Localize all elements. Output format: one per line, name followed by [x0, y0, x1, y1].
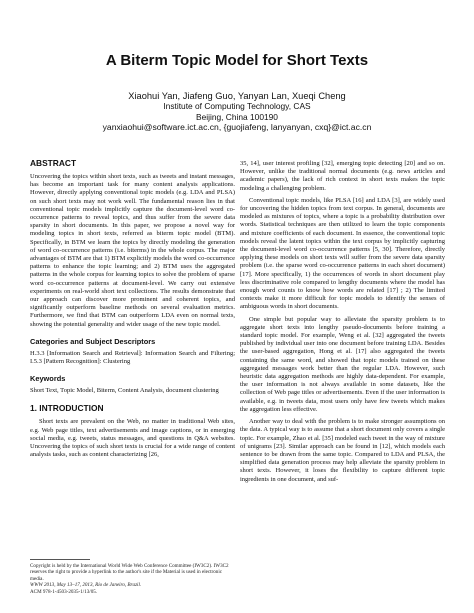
author-names: Xiaohui Yan, Jiafeng Guo, Yanyan Lan, Xueqi Cheng: [128, 91, 346, 101]
right-paragraph-2: Conventional topic models, like PLSA [16] and LDA [3], are widely used for uncovering the hidden topics from text corpus. In general, documents are modeled as mixtures of topics, where a topic is a probability distribution over words. Statistical techniques are then utilized to learn the topic components and mixture coefficients of each document. In essence, the conventional topic models reveal the latent topics within the text corpus by implicitly capturing the document-level word co-occurrence patterns [5, 30]. Therefore, directly applying these models on short texts will suffer from the severe data sparsity problem (i.e. the sparse word co-occurrence patterns in each short document) [17]. More specifically, 1) the occurrences of words in short document play less discriminative role compared to lengthy documents where the model has enough word counts to know how words are related [17] ; 2) The limited contexts make it more difficult for topic models to identify the senses of ambiguous words in short documents.: [240, 196, 445, 311]
categories-heading: Categories and Subject Descriptors: [30, 336, 156, 346]
abstract-heading: ABSTRACT: [30, 158, 77, 168]
right-column: [240, 160, 445, 484]
right-paragraph-3: One simple but popular way to alleviate the sparsity problem is to aggregate short texts into lengthy pseudo-documents before training a standard topic model. For example, Weng et al. [32] aggregated the tweets published by individual user into one document before training LDA. Besides the user-based aggregation, Hong et al. [17] also aggregated the tweets containing the same word, and showed that topic models trained on these aggregated messages work better than the regular LDA. However, such heuristic data aggregation methods are highly data-dependent. For example, the user information is not always available in some datasets, like the collection of Web page titles or advertisements. Even if the user information is available, e.g. in tweets data, most users only have few tweets which makes the aggregation less effective.: [240, 315, 445, 413]
categories-text: H.3.3 [Information Search and Retrieval]: Information Search and Filtering; I.5.3 [Pattern Recognition]: Clustering: [30, 349, 235, 366]
right-paragraph-1: 35, 14], user interest profiling [32], emerging topic detecting [20] and so on. However, unlike the traditional normal documents (e.g. news articles and academic papers), the lack of rich context in short texts makes the topic modeling a challenging problem.: [240, 160, 445, 192]
keywords-heading: Keywords: [30, 374, 66, 384]
introduction-heading: 1. INTRODUCTION: [30, 403, 104, 414]
introduction-text: Short texts are prevalent on the Web, no matter in traditional Web sites, e.g. Web page titles, text advertisements and image captions, or in emerging social media, e.g. tweets, status messages, and questions in Q&A websites. Uncovering the topics of such short texts is crucial for a wide range of content analysis tasks, such as content characterizing [26,: [30, 418, 235, 459]
paper-title: A Biterm Topic Model for Short Texts: [105, 52, 369, 69]
right-paragraph-4: Another way to deal with the problem is to make stronger assumptions on the data. A typical way is to assume that a short document only covers a single topic. For example, Zhao et al. [35] modeled each tweet in the way of mixture of unigrams [23]. Similar approach can be found in [12], which models each sentence to be drawn from the same topic. Compared to LDA and PLSA, the simplified data generation process may help alleviate the sparsity problem in short texts. However, it loses the flexibility to capture different topic ingredients in one document, and suf-: [240, 418, 445, 483]
author-location: Beijing, China 100190: [196, 111, 278, 122]
author-block: [0, 91, 474, 133]
left-column: [30, 158, 235, 459]
keywords-text: Short Text, Topic Model, Biterm, Content Analysis, document clustering: [30, 387, 219, 395]
acm-line: ACM 978-1-4503-2035-1/13/05.: [30, 588, 98, 595]
copyright-footnote: [30, 559, 235, 595]
conference-line: WWW 2013, May 13–17, 2013, Rio de Janeiro, Brazil.: [30, 582, 142, 589]
author-emails: yanxiaohui@software.ict.ac.cn, {guojiafeng, lanyanyan, cxq}@ict.ac.cn: [102, 122, 372, 133]
copyright-line: Copyright is held by the International World Wide Web Conference Committee (IW3C2). IW3C2 reserves the right to provide a hyperlink to the author's site if the Material is used in electronic media.: [30, 563, 229, 582]
footnote-rule: [30, 559, 90, 560]
abstract-text: Uncovering the topics within short texts, such as tweets and instant messages, has become an important task for many content analysis applications. However, directly applying conventional topic models (e.g. LDA and PLSA) on such short texts may not work well. The fundamental reason lies in that conventional topic models implicitly capture the document-level word co-occurrence patterns to reveal topics, and thus suffer from the severe data sparsity in short documents. In this paper, we propose a novel way for modeling topics in short texts, referred as biterm topic model (BTM). Specifically, in BTM we learn the topics by directly modeling the generation of word co-occurrence patterns (i.e. biterms) in the whole corpus. The major advantages of BTM are that 1) BTM explicitly models the word co-occurrence patterns to enhance the topic learning; and 2) BTM uses the aggregated patterns in the whole corpus for learning topics to solve the problem of sparse word co-occurrence patterns at document-level. We carry out extensive experiments on real-world short text collections. The results demonstrate that our approach can discover more prominent and coherent topics, and significantly outperform baseline methods on several evaluation metrics. Furthermore, we find that BTM can outperform LDA even on normal texts, showing the potential generality and wider usage of the new topic model.: [30, 173, 235, 328]
author-institute: Institute of Computing Technology, CAS: [163, 101, 311, 112]
